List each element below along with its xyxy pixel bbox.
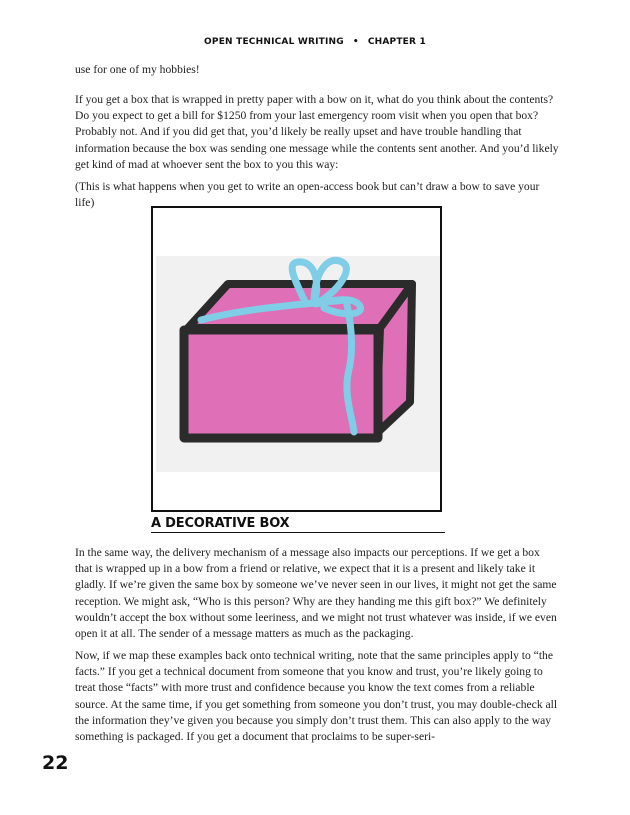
chapter-label: CHAPTER 1 — [367, 37, 426, 47]
figure-caption: A DECORATIVE BOX — [151, 516, 445, 533]
paragraph-1: use for one of my hobbies! — [75, 63, 200, 76]
gift-box-illustration — [156, 256, 440, 472]
running-header — [0, 37, 630, 47]
paragraph-5: Now, if we map these examples back onto technical writing, note that the same principles apply to “the facts.” If you get a technical document from someone that you know and trust, you’re likely going to treat those “facts” with more trust and confidence because you know the text comes from a reliable source. At the same time, if you get something from someone you don’t trust, you may double-check all the information they’ve given you because you simply don’t trust them. This can also apply to the way something is packaged. If you get a document that proclaims to be super-seri- — [75, 649, 558, 744]
header-separator: • — [352, 37, 359, 47]
paragraph-4: In the same way, the delivery mechanism of a message also impacts our perceptions. If we get a box that is wrapped up in a bow from a friend or relative, we expect that it is a present and likely take it gladly. If we’re given the same box by someone we’ve never seen in our lives, it might not get the same reception. We might ask, “Who is this person? Why are they handing me this gift box?” We definitely wouldn’t accept the box without some leeriness, and we might not trust whatever was inside, if we even open it at all. The sender of a message matters as much as the packaging. — [75, 546, 557, 641]
page-number: 22 — [42, 752, 69, 774]
book-title: OPEN TECHNICAL WRITING — [204, 37, 344, 47]
paragraph-2: If you get a box that is wrapped in pretty paper with a bow on it, what do you think about the contents? Do you expect to get a bill for $1250 from your last emergency room visit when you open that box? Probably not. And if you did get that, you’d likely be really upset and have trouble handling that information because the box was sending one message while the contents sent another. And you’d likely get kind of mad at whoever sent the box to you this way: — [75, 93, 559, 171]
figure-frame — [151, 206, 442, 512]
paragraph-3: (This is what happens when you get to write an open-access book but can’t draw a bow to save your life) — [75, 180, 540, 210]
